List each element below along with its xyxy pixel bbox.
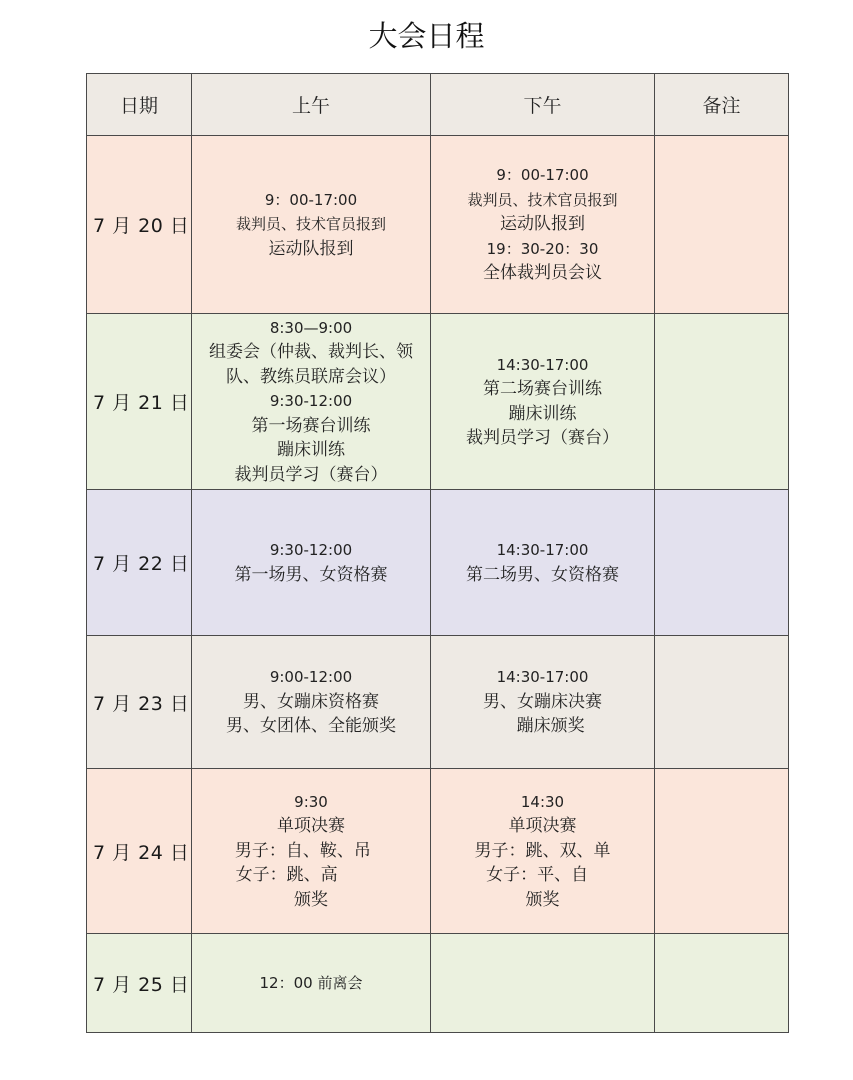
schedule-line: 女子：平、自: [486, 865, 599, 886]
note-cell: [655, 934, 789, 1033]
table-row: [87, 769, 789, 934]
schedule-line: 14:30: [520, 792, 565, 811]
schedule-line: 第一场赛台训练: [251, 415, 371, 436]
schedule-line: 9：00-17:00: [496, 166, 589, 185]
schedule-line: 运动队报到: [500, 214, 585, 235]
schedule-line: 男、女蹦床资格赛: [243, 691, 379, 712]
schedule-line: 第二场赛台训练: [483, 379, 602, 399]
schedule-line: 第一场男、女资格赛: [234, 564, 388, 585]
table-row: [87, 136, 789, 314]
schedule-line: 14:30-17:00: [496, 668, 589, 687]
note-cell: [655, 490, 789, 636]
schedule-line: 组委会（仲裁、裁判长、领: [209, 342, 413, 363]
schedule-line: 9:30-12:00: [269, 392, 353, 411]
schedule-table: [86, 73, 789, 1033]
am-cell: [192, 490, 431, 636]
schedule-line: 裁判员学习（赛台）: [234, 464, 388, 485]
schedule-line: 9:00-12:00: [269, 668, 353, 687]
schedule-line: 裁判员、技术官员报到: [235, 215, 386, 234]
schedule-line: 蹦床颁奖: [500, 716, 585, 737]
am-cell: [192, 136, 431, 314]
table-header-row: [87, 74, 789, 136]
header-pm: 下午: [431, 74, 655, 136]
date-cell: 7 月 23 日: [87, 636, 192, 769]
pm-cell: [431, 490, 655, 636]
schedule-line: 14:30-17:00: [496, 541, 589, 559]
schedule-line: 9:30-12:00: [269, 541, 353, 559]
schedule-line: 运动队报到: [268, 238, 354, 259]
schedule-line: 蹦床训练: [277, 440, 345, 461]
schedule-line: 颁奖: [525, 889, 560, 910]
schedule-line: 男、女团体、全能颁奖: [226, 716, 396, 737]
schedule-line: 裁判员学习（赛台）: [466, 428, 619, 448]
pm-cell: [431, 934, 655, 1033]
schedule-line: 全体裁判员会议: [483, 263, 602, 284]
schedule-line: 单项决赛: [277, 816, 345, 837]
schedule-line: 19：30-20：30: [486, 239, 599, 258]
schedule-line: 队、教练员联席会议）: [226, 366, 396, 387]
schedule-line: 男、女蹦床决赛: [483, 691, 602, 712]
pm-cell: [431, 769, 655, 934]
pm-cell: [431, 136, 655, 314]
date-cell: 7 月 20 日: [87, 136, 192, 314]
header-note: 备注: [655, 74, 789, 136]
note-cell: [655, 636, 789, 769]
am-cell: [192, 636, 431, 769]
pm-cell: [431, 314, 655, 490]
date-cell: 7 月 21 日: [87, 314, 192, 490]
schedule-line: 14:30-17:00: [496, 355, 589, 374]
schedule-line: 8:30—9:00: [269, 318, 353, 337]
pm-cell: [431, 636, 655, 769]
schedule-line: 男子：自、鞍、吊: [234, 840, 388, 861]
schedule-line: 男子：跳、双、单: [474, 840, 611, 861]
am-cell: [192, 769, 431, 934]
table-row: [87, 490, 789, 636]
am-cell: [192, 314, 431, 490]
date-cell: 7 月 25 日: [87, 934, 192, 1033]
note-cell: [655, 769, 789, 934]
schedule-line: 女子：跳、高: [235, 865, 387, 886]
header-date: 日期: [87, 74, 192, 136]
date-cell: 7 月 24 日: [87, 769, 192, 934]
am-cell: [192, 934, 431, 1033]
schedule-rows: [87, 136, 789, 1033]
schedule-line: 蹦床训练: [508, 403, 577, 424]
schedule-line: 单项决赛: [508, 816, 577, 837]
schedule-line: 裁判员、技术官员报到: [467, 190, 618, 209]
note-cell: [655, 136, 789, 314]
schedule-line: 颁奖: [294, 889, 328, 910]
schedule-line: 12：00 前离会: [259, 973, 363, 992]
note-cell: [655, 314, 789, 490]
schedule-line: 9：00-17:00: [264, 190, 358, 209]
date-cell: 7 月 22 日: [87, 490, 192, 636]
page-title: 大会日程: [368, 19, 485, 53]
table-row: [87, 314, 789, 490]
schedule-line: 9:30: [294, 792, 328, 811]
schedule-line: 第二场男、女资格赛: [466, 564, 619, 585]
table-row: [87, 934, 789, 1033]
table-row: [87, 636, 789, 769]
header-am: 上午: [192, 74, 431, 136]
